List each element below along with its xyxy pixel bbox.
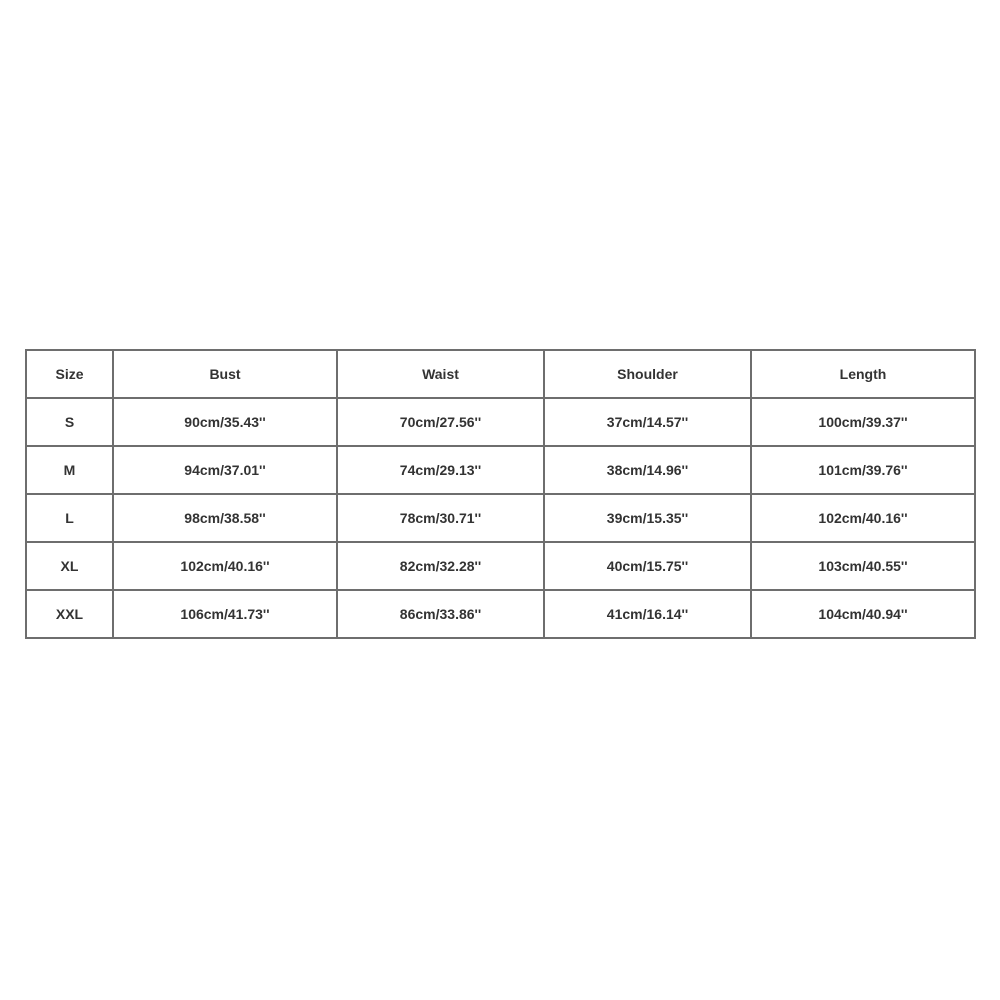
table-row <box>26 590 975 638</box>
table-row <box>26 398 975 446</box>
cell-length: 103cm/40.55'' <box>751 542 975 590</box>
cell-waist: 78cm/30.71'' <box>337 494 544 542</box>
cell-shoulder: 39cm/15.35'' <box>544 494 751 542</box>
cell-waist: 74cm/29.13'' <box>337 446 544 494</box>
cell-shoulder: 40cm/15.75'' <box>544 542 751 590</box>
table-row <box>26 542 975 590</box>
table-row <box>26 494 975 542</box>
cell-bust: 94cm/37.01'' <box>113 446 337 494</box>
cell-size: XXL <box>26 590 113 638</box>
size-chart-table <box>25 349 976 639</box>
cell-bust: 102cm/40.16'' <box>113 542 337 590</box>
header-waist: Waist <box>337 350 544 398</box>
cell-length: 101cm/39.76'' <box>751 446 975 494</box>
header-shoulder: Shoulder <box>544 350 751 398</box>
cell-waist: 70cm/27.56'' <box>337 398 544 446</box>
cell-length: 100cm/39.37'' <box>751 398 975 446</box>
cell-bust: 98cm/38.58'' <box>113 494 337 542</box>
cell-shoulder: 37cm/14.57'' <box>544 398 751 446</box>
cell-size: M <box>26 446 113 494</box>
cell-shoulder: 41cm/16.14'' <box>544 590 751 638</box>
cell-bust: 106cm/41.73'' <box>113 590 337 638</box>
cell-length: 102cm/40.16'' <box>751 494 975 542</box>
header-length: Length <box>751 350 975 398</box>
header-size: Size <box>26 350 113 398</box>
table-row <box>26 446 975 494</box>
cell-waist: 86cm/33.86'' <box>337 590 544 638</box>
cell-size: XL <box>26 542 113 590</box>
cell-shoulder: 38cm/14.96'' <box>544 446 751 494</box>
cell-size: S <box>26 398 113 446</box>
header-bust: Bust <box>113 350 337 398</box>
table-header-row <box>26 350 975 398</box>
cell-bust: 90cm/35.43'' <box>113 398 337 446</box>
cell-length: 104cm/40.94'' <box>751 590 975 638</box>
cell-size: L <box>26 494 113 542</box>
cell-waist: 82cm/32.28'' <box>337 542 544 590</box>
